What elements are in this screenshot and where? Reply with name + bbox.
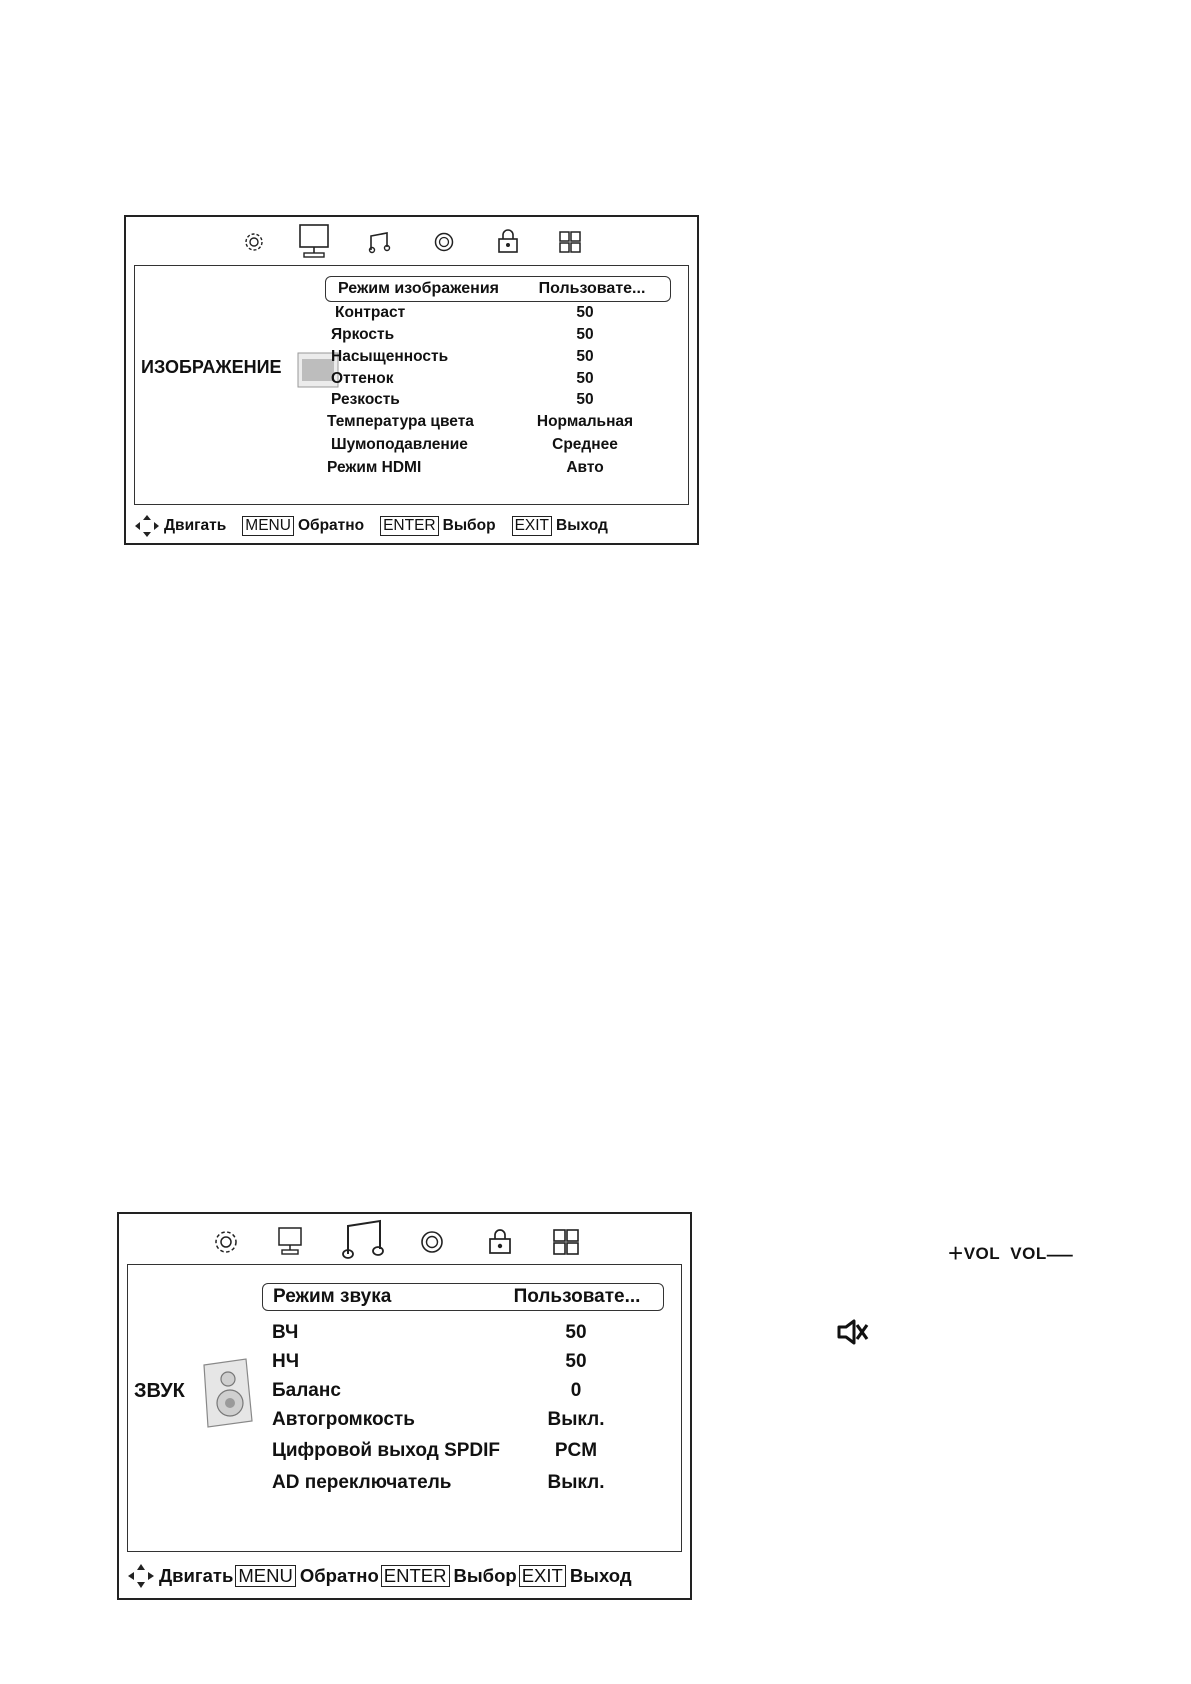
menu-item-contrast[interactable]: Контраст 50 bbox=[335, 304, 594, 321]
menu-tab-bar bbox=[126, 217, 697, 267]
menu-item-auto-volume[interactable]: Автогромкость Выкл. bbox=[272, 1409, 605, 1430]
move-hint: Двигать bbox=[134, 514, 226, 538]
menu-item-tint[interactable]: Оттенок 50 bbox=[331, 370, 594, 387]
menu-item-bass[interactable]: НЧ 50 bbox=[272, 1351, 587, 1372]
exit-key[interactable]: EXIT bbox=[512, 516, 552, 535]
volume-minus-symbol: — bbox=[1046, 1238, 1074, 1268]
menu-item-ad-switch[interactable]: AD переключатель Выкл. bbox=[272, 1472, 605, 1493]
menu-footer-hints bbox=[134, 513, 689, 539]
sound-icon[interactable] bbox=[339, 1216, 389, 1262]
mute-icon bbox=[836, 1318, 870, 1351]
menu-back-hint: MENU Обратно bbox=[235, 1565, 378, 1587]
time-icon[interactable] bbox=[415, 1226, 449, 1258]
menu-tab-bar bbox=[119, 1214, 690, 1264]
menu-item-saturation[interactable]: Насыщенность 50 bbox=[331, 348, 594, 365]
settings-icon[interactable] bbox=[238, 227, 270, 257]
enter-key[interactable]: ENTER bbox=[381, 1565, 450, 1587]
enter-key[interactable]: ENTER bbox=[380, 516, 439, 535]
picture-menu-panel bbox=[124, 215, 699, 545]
picture-icon[interactable] bbox=[294, 219, 334, 263]
category-label: ЗВУК bbox=[134, 1380, 185, 1402]
volume-keys bbox=[948, 1238, 1073, 1269]
category-label: ИЗОБРАЖЕНИЕ bbox=[141, 357, 282, 377]
menu-item-brightness[interactable]: Яркость 50 bbox=[331, 326, 594, 343]
menu-item-color-temperature[interactable]: Температура цвета Нормальная bbox=[327, 413, 634, 430]
menu-footer-hints bbox=[127, 1560, 682, 1592]
menu-item-noise-reduction[interactable]: Шумоподавление Среднее bbox=[331, 436, 618, 453]
menu-item-sharpness[interactable]: Резкость 50 bbox=[331, 391, 594, 408]
volume-up-label: VOL bbox=[963, 1244, 1000, 1263]
sound-icon[interactable] bbox=[364, 227, 396, 257]
enter-select-hint: ENTER Выбор bbox=[380, 516, 496, 535]
volume-plus-symbol: + bbox=[948, 1238, 964, 1268]
menu-item-sound-mode[interactable]: Режим звука Пользовате... bbox=[262, 1283, 664, 1311]
apps-icon[interactable] bbox=[549, 1226, 583, 1258]
menu-item-hdmi-mode[interactable]: Режим HDMI Авто bbox=[327, 459, 604, 476]
exit-hint: EXIT Выход bbox=[519, 1565, 632, 1587]
volume-down-label: VOL bbox=[1010, 1244, 1047, 1263]
lock-icon[interactable] bbox=[483, 1224, 517, 1258]
time-icon[interactable] bbox=[428, 227, 460, 257]
apps-icon[interactable] bbox=[554, 227, 586, 257]
menu-item-treble[interactable]: ВЧ 50 bbox=[272, 1322, 587, 1343]
menu-back-hint: MENU Обратно bbox=[242, 516, 364, 535]
enter-select-hint: ENTER Выбор bbox=[381, 1565, 517, 1587]
menu-item-picture-mode[interactable]: Режим изображения Пользовате... bbox=[325, 276, 671, 302]
menu-item-balance[interactable]: Баланс 0 bbox=[272, 1380, 582, 1401]
menu-item-spdif-output[interactable]: Цифровой выход SPDIF PCM bbox=[272, 1440, 598, 1461]
settings-icon[interactable] bbox=[209, 1226, 243, 1258]
navigation-arrows-icon bbox=[127, 1563, 155, 1589]
menu-key[interactable]: MENU bbox=[242, 516, 294, 535]
picture-icon[interactable] bbox=[273, 1224, 307, 1258]
lock-icon[interactable] bbox=[492, 225, 524, 257]
menu-content bbox=[127, 1264, 682, 1552]
menu-key[interactable]: MENU bbox=[235, 1565, 295, 1587]
move-hint: Двигать bbox=[127, 1563, 233, 1589]
menu-content bbox=[134, 265, 689, 505]
exit-hint: EXIT Выход bbox=[512, 516, 608, 535]
speaker-icon bbox=[198, 1357, 258, 1434]
sound-menu-panel bbox=[117, 1212, 692, 1600]
exit-key[interactable]: EXIT bbox=[519, 1565, 566, 1587]
navigation-arrows-icon bbox=[134, 514, 160, 538]
